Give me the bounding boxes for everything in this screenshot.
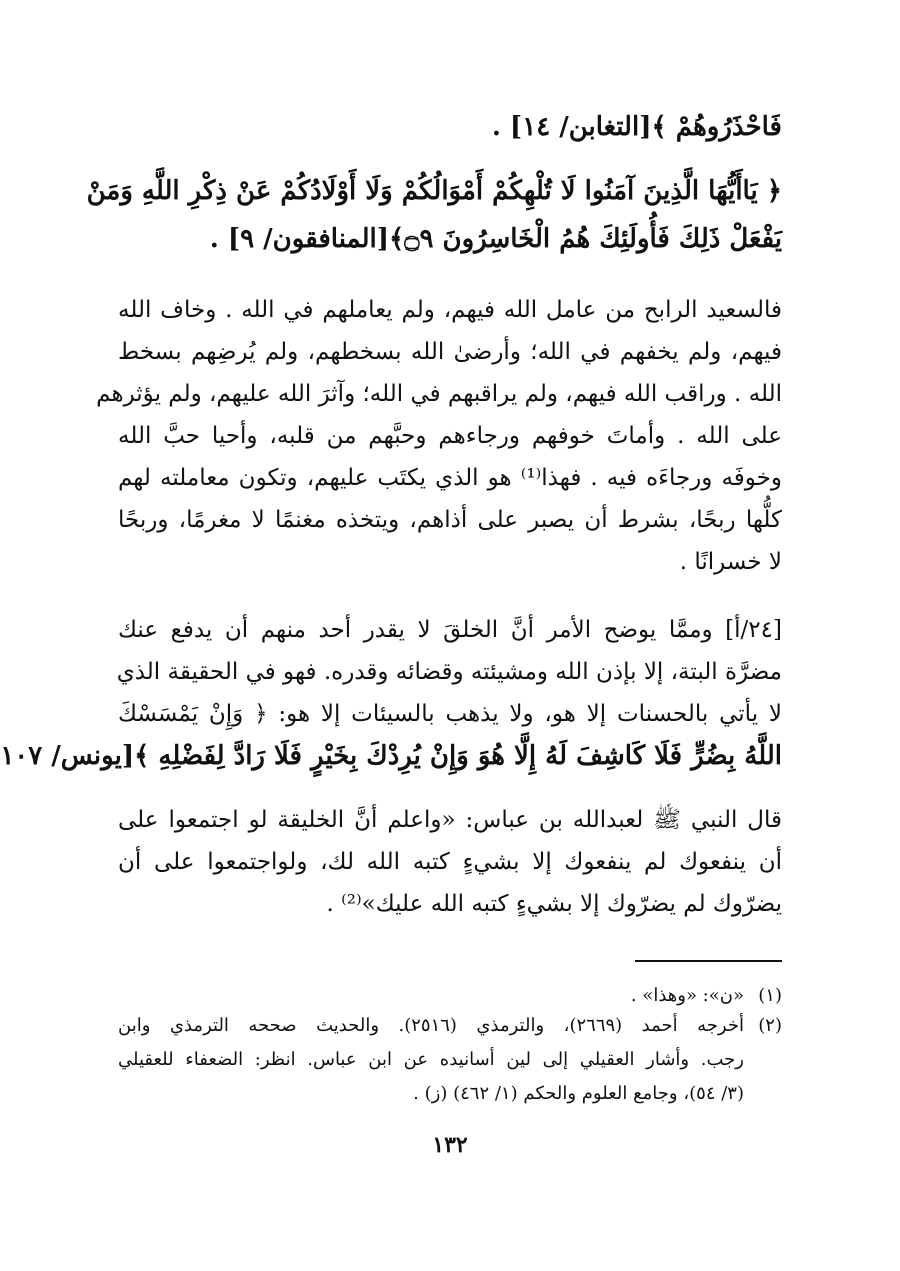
footnote-separator bbox=[635, 960, 782, 962]
footnote-2-line: رجب. وأشار العقيلي إلى لين أسانيده عن ابن عباس. انظر: الضعفاء للعقيلي bbox=[118, 1049, 744, 1070]
paragraph-3-line: أن ينفعوك لم ينفعوك إلا بشيءٍ كتبه الله لك، ولواجتمعوا على أن bbox=[118, 849, 782, 875]
paragraph-1-line: كلُّها ربحًا، بشرط أن يصبر على أذاهم، ويتخذه مغنمًا لا مغرمًا، وربحًا bbox=[118, 507, 782, 533]
paragraph-1-line: وخوفَه ورجاءَه فيه . فهذا⁽¹⁾ هو الذي يكتَب عليهم، وتكون معاملته لهم bbox=[118, 465, 782, 491]
quran-verse-taghabun: فَاحْذَرُوهُمْ ﴾[التغابن/ ١٤] . bbox=[491, 112, 782, 142]
paragraph-1-line: الله . وراقب الله فيهم، ولم يراقبهم في الله؛ وآثرَ الله عليهم، ولم يؤثرهم bbox=[96, 381, 782, 407]
paragraph-1-line: فيهم، ولم يخفهم في الله؛ وأرضىٰ الله بسخطهم، ولم يُرضِهم بسخط bbox=[118, 339, 782, 365]
paragraph-1-line: فالسعيد الرابح من عامل الله فيهم، ولم يعاملهم في الله . وخاف الله bbox=[118, 297, 782, 323]
paragraph-2-line: [٢٤/أ] وممَّا يوضح الأمر أنَّ الخلقَ لا يقدر أحد منهم أن يدفع عنك bbox=[118, 617, 782, 643]
paragraph-3-line: قال النبي ﷺ لعبدالله بن عباس: «واعلم أنَّ الخليقة لو اجتمعوا على bbox=[118, 807, 782, 833]
footnote-number: (١) bbox=[758, 985, 782, 1006]
footnote-1 bbox=[118, 985, 782, 1007]
paragraph-1-line: لا خسرانًا . bbox=[679, 549, 782, 575]
paragraph-1-line: على الله . وأماتَ خوفهم ورجاءهم وحبَّهم من قلبه، وأحيا حبَّ الله bbox=[118, 423, 782, 449]
footnote-text: «ن»: «وهذا» . bbox=[630, 985, 744, 1006]
page-number: ١٣٢ bbox=[432, 1132, 468, 1158]
footnote-2-line bbox=[118, 1015, 782, 1037]
paragraph-3-line: يضرّوك لم يضرّوك إلا بشيءٍ كتبه الله عليك»⁽²⁾ . bbox=[326, 891, 782, 917]
quran-verse-munafiqun-line-2: يَفْعَلْ ذَلِكَ فَأُولَئِكَ هُمُ الْخَاسِرُونَ ۝٩﴾[المنافقون/ ٩] . bbox=[209, 224, 782, 254]
quran-verse-munafiqun-line-1: ﴿ يَاأَيُّهَا الَّذِينَ آمَنُوا لَا تُلْهِكُمْ أَمْوَالُكُمْ وَلَا أَوْلَادُكُمْ عَنْ ذِكْرِ اللَّهِ وَمَنْ bbox=[86, 176, 782, 206]
footnote-number: (٢) bbox=[758, 1015, 782, 1036]
paragraph-2-line: مضرَّة البتة، إلا بإذن الله ومشيئته وقضائه وقدره. فهو في الحقيقة الذي bbox=[116, 659, 782, 685]
footnote-2-line: (٣/ ٥٤)، وجامع العلوم والحكم (١/ ٤٦٢) (ز) . bbox=[413, 1083, 744, 1104]
paragraph-2-line: لا يأتي بالحسنات إلا هو، ولا يذهب بالسيئات إلا هو: ﴿ وَإِنْ يَمْسَسْكَ bbox=[118, 701, 782, 727]
footnote-text: أخرجه أحمد (٢٦٦٩)، والترمذي (٢٥١٦). والحديث صححه الترمذي وابن bbox=[118, 1015, 744, 1036]
quran-verse-yunus: اللَّهُ بِضُرٍّ فَلَا كَاشِفَ لَهُ إِلَّا هُوَ وَإِنْ يُرِدْكَ بِخَيْرٍ فَلَا رَادَّ لِفَضْلِهِ ﴾[يونس/ ١٠٧ bbox=[0, 741, 782, 771]
